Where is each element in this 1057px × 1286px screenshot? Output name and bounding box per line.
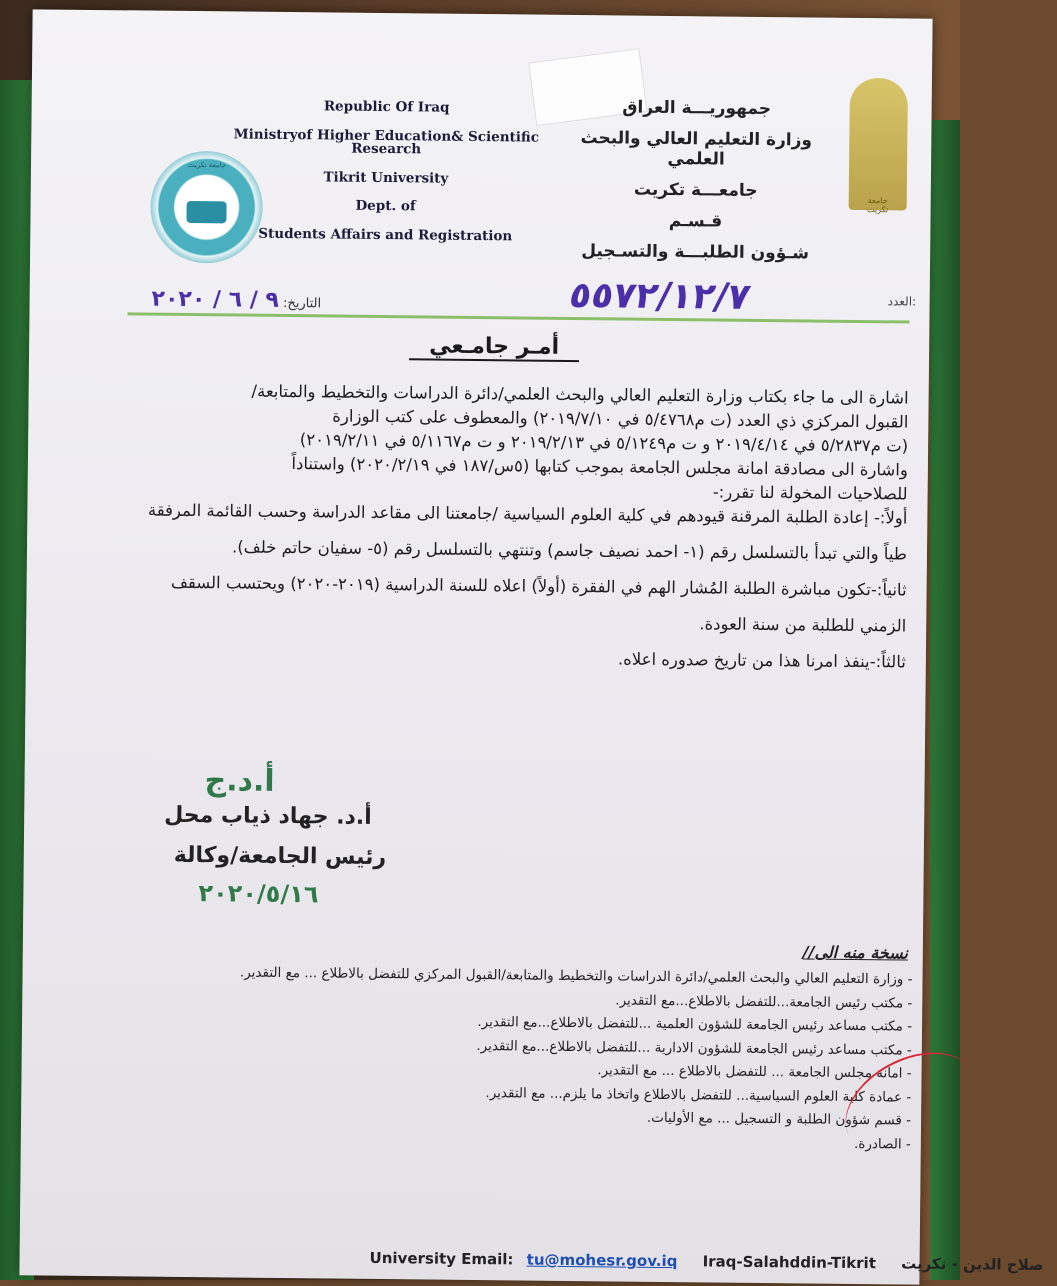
en-head-line-1: Republic Of Iraq [323,98,450,116]
list-item: - عمادة كلية العلوم السياسية... للتفضل بالاطلاع واتخاذ ما يلزم... مع التقدير. [161,1078,911,1109]
ar-head-line-1: جمهوريـــة العراق [622,97,772,120]
ar-head-line-3: جامعـــة تكريت [633,179,758,201]
body-line: واشارة الى مصادقة امانة مجلس الجامعة بموجب كتابها (٥س/١٨٧ في ٢٠٢٠/٢/١٩) واستناداً [291,454,908,480]
date-field [151,287,321,314]
english-letterhead [220,99,552,258]
signatory-title: رئيس الجامعة/وكالة [173,842,387,871]
body-line: (ت م٥/٢٨٣٧ في ٢٠١٩/٤/١٤ و ت م٥/١٢٤٩ في ٢٠١٩/٢/١٣ و ت م٥/١١٦٧ في ٢٠١٩/٢/١١) [299,430,909,456]
location-en: Iraq-Salahddin-Tikrit [702,1252,877,1273]
clause-second: ثانياً:-تكون مباشرة الطلبة المُشار الهم في الفقرة (أولاً) اعلاه للسنة الدراسية (٢٠١٩-٢٠٢٠) ويحتسب السقف [170,572,907,600]
clause-first: أولاً:- إعادة الطلبة المرقنة قيودهم في كلية العلوم السياسية /جامعتنا الى مقاعد الدراسة وحسب القائمة المرفقة [147,500,908,528]
emblem-caption: جامعة تكريت [866,196,889,215]
order-body [96,378,909,674]
date-label: التاريخ: [282,295,322,312]
location-ar: صلاح الدين - تكريت [901,1254,1044,1274]
document-number: ٥٥٧٢/١٢/٧ [565,275,754,318]
ar-head-line-2: وزارة التعليم العالي والبحث العلمي [580,128,813,170]
copies-list [161,961,913,1157]
signatory-name: أ.د. جهاد ذياب محل [164,802,372,830]
document-page [19,9,1044,1284]
list-item: - امانة مجلس الجامعة ... للتفضل بالاطلاع ... مع التقدير. [161,1055,911,1086]
clause-third: ثالثاً:-ينفذ امرنا هذا من تاريخ صدوره اعلاه. [617,649,906,672]
ar-head-line-4: قـسـم [668,210,723,232]
handwritten-signature: أ.د.ج [204,763,275,799]
email-link[interactable]: tu@mohesr.gov.iq [526,1250,678,1271]
email-label: University Email: [369,1248,514,1269]
copies-heading: نسخة منه الى// [802,942,909,963]
clause-first-cont: طياً والتي تبدأ بالتسلسل رقم (١- احمد نصيف جاسم) وتنتهي بالتسلسل رقم (٥- سفيان حاتم خلف). [231,537,908,564]
list-item: - وزارة التعليم العالي والبحث العلمي/دائرة الدراسات والتخطيط والمتابعة/القبول المركزي للتفضل بالاطلاع ... مع التقدير. [162,961,912,992]
seal-text: جامعة تكريت [187,160,227,170]
number-label: العدد: [887,294,917,309]
body-line: القبول المركزي ذي العدد (ت م٥/٤٧٦٨ في ٢٠١٩/٧/١٠) والمعطوف على كتب الوزارة [332,406,909,432]
list-item: - مكتب رئيس الجامعة...للتفضل بالاطلاع...مع التقدير. [162,984,912,1015]
arabic-letterhead [550,97,842,275]
signature-date: ٢٠٢٠/٥/١٦ [198,879,319,909]
list-item: - قسم شؤون الطلبة و التسجيل ... مع الأوليات. [161,1102,911,1133]
tower-emblem-logo [849,78,908,215]
en-head-line-5: Students Affairs and Registration [258,225,513,244]
body-line: اشارة الى ما جاء بكتاب وزارة التعليم العالي والبحث العلمي/دائرة الدراسات والتخطيط والمتابعة/ [251,381,909,408]
list-item: - مكتب مساعد رئيس الجامعة للشؤون الادارية ...للتفضل بالاطلاع...مع التقدير. [162,1031,912,1062]
en-head-line-2: Ministryof Higher Education& Scientific Research [233,125,540,158]
en-head-line-4: Dept. of [355,197,416,215]
list-item: - مكتب مساعد رئيس الجامعة للشؤون العلمية ...للتفضل بالاطلاع...مع التقدير. [162,1008,912,1039]
body-line: للصلاحيات المخولة لنا تقرر:- [712,482,908,504]
date-value: ٩ / ٦ / ٢٠٢٠ [151,286,280,313]
document-title: أمـر جامـعي [409,333,579,362]
clause-second-cont: الزمني للطلبة من سنة العودة. [699,614,907,636]
footer [369,1248,1044,1274]
en-head-line-3: Tikrit University [323,168,449,187]
list-item: - الصادرة. [161,1125,911,1156]
ar-head-line-5: شـؤون الطلبـــة والتسـجيل [581,241,810,264]
header-divider [127,312,909,323]
